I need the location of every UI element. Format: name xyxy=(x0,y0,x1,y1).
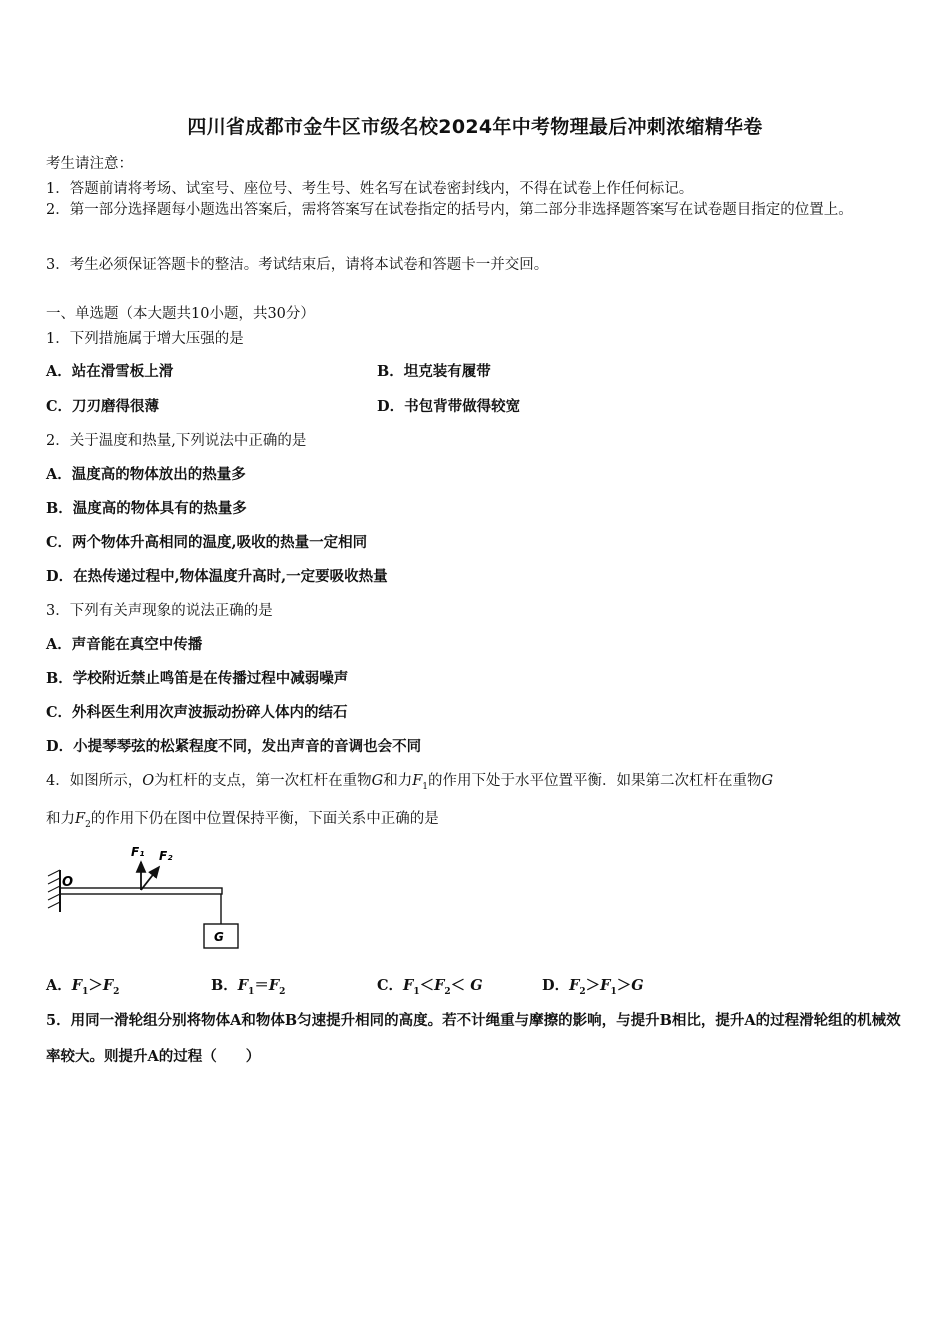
pivot-label: O xyxy=(62,875,74,890)
force-f1-label: F₁ xyxy=(131,845,145,859)
q4-option-b: B．$F_1=F_2$ xyxy=(211,977,286,997)
q1-option-c: C．刀刃磨得很薄 xyxy=(46,398,160,415)
section-heading: 一、单选题（本大题共10小题，共30分） xyxy=(46,306,315,322)
q2-stem: 2．关于温度和热量,下列说法中正确的是 xyxy=(46,433,307,449)
force-f2-label: F₂ xyxy=(159,849,173,863)
q4-stem-line-2: 和力$F_2$的作用下仍在图中位置保持平衡，下面关系中正确的是 xyxy=(46,811,439,830)
wall-hatch xyxy=(48,870,60,912)
q3-option-d: D．小提琴琴弦的松紧程度不同，发出声音的音调也会不同 xyxy=(46,738,422,755)
notice-heading: 考生请注意： xyxy=(46,156,133,172)
notice-item-2: 2．第一部分选择题每小题选出答案后，需将答案写在试卷指定的括号内，第二部分非选择题答案写在试卷题目指定的位置上。 xyxy=(46,202,853,218)
force-f2-arrow xyxy=(141,867,159,890)
q2-option-b: B．温度高的物体具有的热量多 xyxy=(46,500,247,517)
q1-option-d: D．书包背带做得较宽 xyxy=(377,398,521,415)
q3-option-a: A．声音能在真空中传播 xyxy=(46,636,203,653)
notice-item-3: 3．考生必须保证答题卡的整洁。考试结束后，请将本试卷和答题卡一并交回。 xyxy=(46,257,549,273)
q4-option-a: A．$F_1>F_2$ xyxy=(46,977,120,997)
page-title: 四川省成都市金牛区市级名校2024年中考物理最后冲刺浓缩精华卷 xyxy=(187,116,763,138)
q3-option-b: B．学校附近禁止鸣笛是在传播过程中减弱噪声 xyxy=(46,670,349,687)
q1-stem: 1．下列措施属于增大压强的是 xyxy=(46,331,244,347)
q1-option-a: A．站在滑雪板上滑 xyxy=(46,363,174,380)
q4-stem-line-1: 4．如图所示，O为杠杆的支点，第一次杠杆在重物G和力$F_1$的作用下处于水平位置平衡．如果第二次杠杆在重物G xyxy=(46,773,774,792)
q2-option-d: D．在热传递过程中,物体温度升高时,一定要吸收热量 xyxy=(46,568,388,585)
q2-option-a: A．温度高的物体放出的热量多 xyxy=(46,466,246,483)
q3-option-c: C．外科医生利用次声波振动扮碎人体内的结石 xyxy=(46,704,348,721)
q4-option-d: D．$F_2>F_1>G$ xyxy=(542,977,644,997)
q1-option-b: B．坦克装有履带 xyxy=(377,363,491,380)
notice-item-1: 1．答题前请将考场、试室号、座位号、考生号、姓名写在试卷密封线内，不得在试卷上作任何标记。 xyxy=(46,181,694,197)
q5-stem: 5．用同一滑轮组分别将物体A和物体B匀速提升相同的高度。若不计绳重与摩擦的影响，与提升B相比，提升A的过程滑轮组的机械效率较大。则提升A的过程（ ） xyxy=(46,1012,901,1065)
q4-option-c: C．$F_1<F_2< G$ xyxy=(377,977,483,997)
q2-option-c: C．两个物体升高相同的温度,吸收的热量一定相同 xyxy=(46,534,368,551)
weight-label: G xyxy=(214,930,224,944)
lever-diagram xyxy=(44,840,254,955)
q3-stem: 3．下列有关声现象的说法正确的是 xyxy=(46,603,273,619)
